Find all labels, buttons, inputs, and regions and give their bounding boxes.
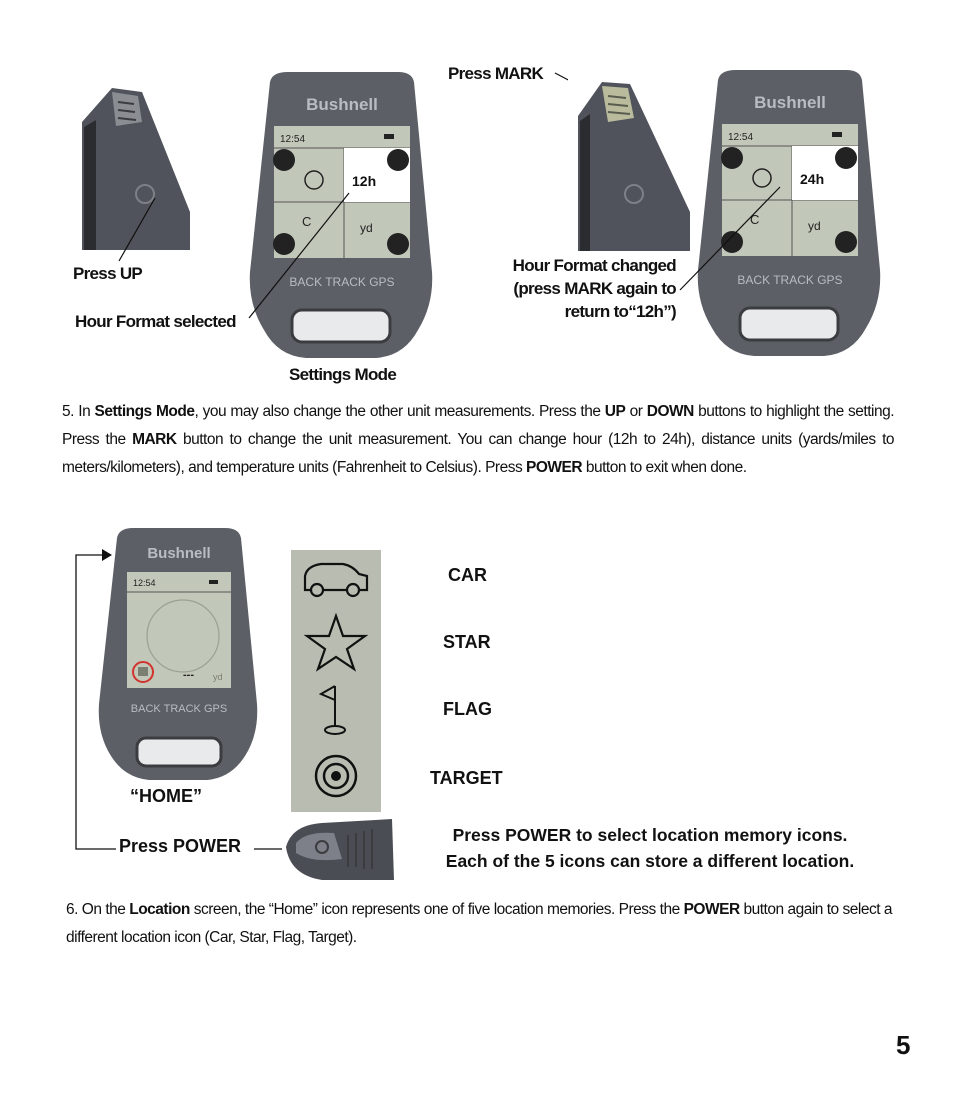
- step-6-number: 6.: [66, 901, 78, 918]
- step-6-segment: Location: [129, 901, 190, 918]
- location-memory-note: [400, 822, 900, 874]
- settings-mode-caption: Settings Mode: [289, 365, 397, 384]
- screen-dist-right: yd: [808, 219, 821, 233]
- hour-format-changed-line-2: (press MARK again to: [513, 279, 676, 298]
- screen-temp-left: C: [302, 214, 312, 229]
- step-5-segment: button to exit when done.: [582, 459, 747, 476]
- device-side-photo-mark: [568, 76, 690, 251]
- step-6-text: [66, 901, 892, 946]
- star-label: STAR: [443, 632, 491, 652]
- press-up-label: Press UP: [73, 264, 143, 283]
- hour-format-changed-line-3: return to“12h”): [564, 302, 676, 321]
- location-icon-strip: [291, 550, 381, 812]
- star-icon: [307, 616, 365, 669]
- car-icon: [305, 564, 367, 596]
- step-5-segment: POWER: [526, 459, 583, 476]
- hour-format-changed-label: [470, 254, 676, 323]
- screen-temp-right: C: [750, 212, 760, 227]
- step-6-segment: POWER: [683, 901, 740, 918]
- power-button-photo: [282, 817, 394, 880]
- hour-format-selected-label: Hour Format selected: [75, 312, 236, 331]
- step-5-number: 5.: [62, 403, 74, 420]
- step-5-paragraph: [62, 398, 894, 482]
- brand-text-left: Bushnell: [306, 95, 378, 114]
- device-front-home: [97, 528, 259, 780]
- model-text-left: BACK TRACK GPS: [289, 275, 395, 289]
- car-label: CAR: [448, 565, 487, 585]
- screen-time-right: 12:54: [728, 132, 754, 143]
- step-5-segment: In: [78, 403, 95, 420]
- step-6-segment: screen, the “Home” icon represents one of five location memories. Press the: [189, 901, 684, 918]
- step-5-segment: , you may also change the other unit measurements. Press the: [194, 403, 605, 420]
- screen-24h: 24h: [800, 171, 825, 187]
- step-5-segment: button to change the unit measurement. You can change hour (12h to 24h), distance units (yards/miles to meters/kilometers), and temperature units (Fahrenheit to Celsius). Press: [62, 431, 895, 476]
- screen-12h: 12h: [352, 173, 377, 189]
- step-5-segment: DOWN: [646, 403, 694, 420]
- hour-format-changed-line-1: Hour Format changed: [512, 256, 676, 275]
- leader-line-format-selected: [245, 190, 355, 325]
- brand-text-home: Bushnell: [147, 545, 211, 562]
- model-text-home: BACK TRACK GPS: [130, 703, 228, 715]
- screen-time-home: 12:54: [133, 578, 156, 588]
- step-5-segment: MARK: [132, 431, 177, 448]
- note-line-1: Press POWER to select location memory icons.: [452, 825, 848, 845]
- flag-icon: [321, 686, 345, 734]
- brand-text-right: Bushnell: [754, 93, 826, 112]
- screen-dashes: ---: [183, 669, 194, 681]
- screen-dist-left: yd: [360, 221, 373, 235]
- press-mark-label: Press MARK: [448, 64, 544, 83]
- loop-arrow: [70, 545, 120, 855]
- step-5-text: [62, 403, 894, 476]
- step-5-segment: Settings Mode: [94, 403, 195, 420]
- screen-time-left: 12:54: [280, 134, 306, 145]
- target-icon: [316, 756, 356, 796]
- home-label: “HOME”: [130, 786, 202, 806]
- press-power-label: Press POWER: [119, 836, 242, 856]
- leader-line-format-changed: [676, 184, 786, 296]
- flag-label: FLAG: [443, 699, 492, 719]
- page-number: 5: [896, 1030, 910, 1060]
- step-5-segment: buttons to highlight the setting. Press the: [62, 403, 894, 448]
- step-5-segment: or: [625, 403, 647, 420]
- target-label: TARGET: [430, 768, 503, 788]
- note-line-2: Each of the 5 icons can store a different location.: [445, 851, 855, 871]
- step-6-segment: button again to select a different location icon (Car, Star, Flag, Target).: [66, 901, 892, 946]
- step-6-segment: On the: [81, 901, 130, 918]
- leader-line-up: [115, 195, 165, 265]
- model-text-right: BACK TRACK GPS: [737, 273, 843, 287]
- screen-unit-home: yd: [213, 672, 223, 682]
- step-5-segment: UP: [604, 403, 626, 420]
- step-6-paragraph: [66, 896, 892, 952]
